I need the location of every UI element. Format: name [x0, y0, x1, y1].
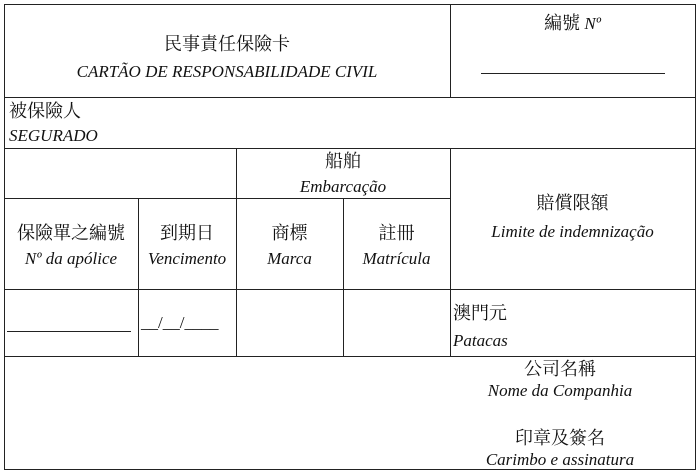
- brand-header-zh: 商標: [271, 223, 308, 243]
- border-right: [695, 4, 696, 470]
- expiry-header-zh: 到期日: [160, 223, 214, 243]
- registration-header-pt: Matrícula: [362, 249, 431, 268]
- rule-vessel-bottom: [4, 198, 450, 199]
- company-name-label-pt: Nome da Companhia: [487, 381, 633, 400]
- vessel-label-zh: 船舶: [325, 151, 361, 171]
- stamp-signature-label-pt: Carimbo e assinatura: [485, 450, 635, 469]
- rule-limit-left: [450, 148, 451, 357]
- currency-label-zh: 澳門元: [453, 303, 507, 323]
- brand-header-pt: Marca: [267, 249, 312, 268]
- rule-policy-right: [138, 198, 139, 357]
- number-label: [450, 13, 695, 34]
- card-title-pt: CARTÃO DE RESPONSABILIDADE CIVIL: [76, 62, 378, 81]
- registration-header-zh: 註冊: [378, 223, 415, 243]
- insured-label-zh: 被保險人: [9, 101, 81, 121]
- policy-number-fill-line: [7, 331, 131, 332]
- rule-values-bottom: [4, 356, 696, 357]
- number-fill-line: [481, 73, 665, 74]
- indemnity-limit-header-pt: Limite de indemnização: [491, 222, 654, 241]
- border-top: [4, 4, 696, 5]
- number-label-pt: Nº: [584, 14, 601, 33]
- rule-columns-bottom: [4, 289, 696, 290]
- card-title-zh: 民事責任保險卡: [164, 34, 290, 54]
- rule-insured-bottom: [4, 148, 696, 149]
- insured-label-pt: SEGURADO: [9, 126, 98, 145]
- stamp-signature-label-zh: 印章及簽名: [515, 428, 605, 448]
- company-name-label-zh: 公司名稱: [524, 359, 596, 379]
- expiry-date-blank: __/__/____: [141, 313, 219, 332]
- policy-number-header-zh: 保險單之編號: [17, 223, 125, 243]
- rule-brand-right: [343, 198, 344, 357]
- rule-header-bottom: [4, 97, 696, 98]
- vessel-label-pt: Embarcação: [299, 177, 387, 196]
- expiry-header-pt: Vencimento: [147, 249, 227, 268]
- indemnity-limit-header-zh: 賠償限額: [536, 193, 609, 213]
- number-label-zh: 編號: [544, 13, 581, 33]
- policy-number-header-pt: Nº da apólice: [24, 249, 118, 268]
- currency-label-pt: Patacas: [453, 331, 508, 350]
